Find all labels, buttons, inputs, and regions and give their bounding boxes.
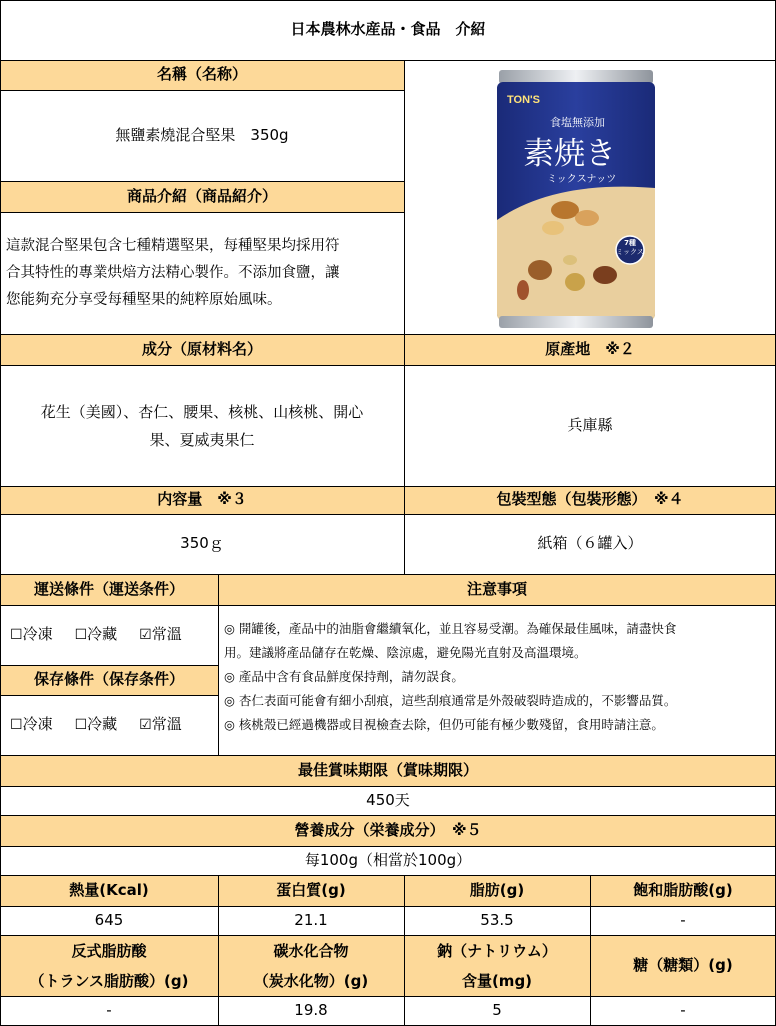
intro-line: 您能夠充分享受每種堅果的純粹原始風味。 [6, 291, 282, 308]
can-subtitle: 食塩無添加 [550, 116, 605, 129]
unchecked-box-icon: ☐ [10, 627, 23, 644]
unchecked-box-icon: ☐ [10, 717, 23, 734]
intro-text [0, 212, 404, 334]
nutrition-value-protein: 21.1 [294, 910, 328, 929]
intro-line: 這款混合堅果包含七種精選堅果，每種堅果均採用符 [6, 237, 340, 254]
unchecked-box-icon: ☐ [74, 627, 88, 644]
nutrition-value-sodium: 5 [492, 1000, 502, 1019]
notes-line: ◎ 產品中含有食品鮮度保持劑，請勿誤食。 [224, 669, 464, 684]
checked-box-icon: ☑ [139, 717, 152, 734]
best-before-value: 450天 [366, 790, 410, 809]
nutrition-value-fat: 53.5 [480, 910, 514, 929]
nutrition-header-sodium [404, 935, 590, 996]
content-header: 内容量 ※３ [0, 486, 404, 514]
notes-text [218, 605, 776, 755]
nutrition-header: 營養成分（栄養成分） ※５ [0, 815, 776, 846]
content-value: 350ｇ [180, 534, 224, 553]
nutrition-value-energy: 645 [94, 910, 124, 929]
transport-frozen-option [10, 625, 53, 645]
nutrition-value-trans-fat: - [106, 1000, 112, 1019]
notes-line: ◎ 核桃殼已經過機器或目視檢查去除，但仍可能有極少數殘留，食用時請注意。 [224, 717, 664, 732]
nutrition-header-fat: 脂肪(g) [404, 875, 590, 906]
storage-header: 保存條件（保存条件） [0, 665, 218, 695]
packaging-header: 包裝型態（包裝形態） ※４ [404, 486, 776, 514]
intro-header: 商品介紹（商品紹介） [0, 181, 404, 212]
trans-fat-line-2: （トランス脂肪酸）(g) [29, 971, 189, 990]
nutrition-header-energy: 熱量(Kcal) [0, 875, 218, 906]
sheet-title: 日本農林水産品・食品 介紹 [290, 20, 486, 39]
ingredients-header: 成分（原材料名） [0, 334, 404, 365]
nutrition-header-carbohydrate [218, 935, 404, 996]
unchecked-box-icon: ☐ [74, 717, 88, 734]
can-badge-top: 7種 [624, 239, 636, 247]
storage-frozen-option [10, 715, 53, 735]
ingredients-line: 果、夏威夷果仁 [149, 430, 255, 449]
ingredients-text [0, 365, 404, 486]
origin-value: 兵庫縣 [567, 415, 613, 434]
product-name: 無鹽素燒混合堅果 350g [115, 125, 289, 144]
origin-header: 原產地 ※２ [404, 334, 776, 365]
transport-header: 運送條件（運送条件） [0, 574, 218, 605]
notes-line: ◎ 開罐後，產品中的油脂會繼續氧化，並且容易受潮。為確保最佳風味，請盡快食 [224, 621, 677, 636]
nut-can-illustration [495, 70, 657, 328]
packaging-value: 紙箱（６罐入） [537, 534, 643, 553]
nutrition-header-sugar: 糖（糖類）(g) [590, 935, 776, 996]
ingredients-line: 花生（美國）、杏仁、腰果、核桃、山核桃、開心 [40, 402, 364, 421]
nutrition-value-saturated-fat: - [680, 910, 686, 929]
nutrition-value-carbohydrate: 19.8 [294, 1000, 328, 1019]
storage-frozen-label: 冷凍 [22, 715, 53, 734]
trans-fat-line-1: 反式脂肪酸 [71, 941, 147, 960]
intro-line: 合其特性的專業烘焙方法精心製作。不添加食鹽，讓 [6, 264, 340, 281]
transport-frozen-label: 冷凍 [22, 625, 53, 644]
storage-ambient-option [139, 715, 182, 735]
can-brand: TON'S [507, 94, 540, 106]
product-image [495, 70, 657, 328]
sodium-line-2: 含量(mg) [461, 971, 533, 990]
notes-line: ◎ 杏仁表面可能會有細小刮痕，這些刮痕通常是外殼破裂時造成的，不影響品質。 [224, 693, 677, 708]
notes-line: 用。建議將產品儲存在乾燥、陰涼處，避免陽光直射及高溫環境。 [224, 645, 587, 660]
nutrition-value-sugar: - [680, 1000, 686, 1019]
nutrition-basis: 每100g（相當於100g） [304, 850, 472, 869]
can-product-name: 素焼き [523, 136, 616, 172]
checked-box-icon: ☑ [139, 627, 152, 644]
sodium-line-1: 鈉（ナトリウム） [437, 941, 557, 960]
transport-chilled-option [75, 625, 118, 645]
transport-ambient-option [139, 625, 182, 645]
nutrition-header-trans-fat [0, 935, 218, 996]
name-header: 名稱（名称） [0, 60, 404, 90]
transport-chilled-label: 冷藏 [87, 625, 118, 644]
transport-ambient-label: 常溫 [151, 625, 182, 644]
can-product-sub: ミックスナッツ [547, 174, 617, 185]
storage-ambient-label: 常溫 [151, 715, 182, 734]
carbohydrate-line-1: 碳水化合物 [273, 941, 349, 960]
notes-header: 注意事項 [218, 574, 776, 605]
transport-options [0, 605, 218, 665]
storage-options [0, 695, 218, 755]
best-before-header: 最佳賞味期限（賞味期限） [0, 755, 776, 786]
nutrition-header-saturated-fat: 飽和脂肪酸(g) [590, 875, 776, 906]
storage-chilled-option [75, 715, 118, 735]
carbohydrate-line-2: （炭水化物）(g) [253, 971, 369, 990]
can-badge [616, 239, 644, 257]
nutrition-header-protein: 蛋白質(g) [218, 875, 404, 906]
can-badge-bottom: ミックス [616, 248, 644, 256]
storage-chilled-label: 冷藏 [87, 715, 118, 734]
